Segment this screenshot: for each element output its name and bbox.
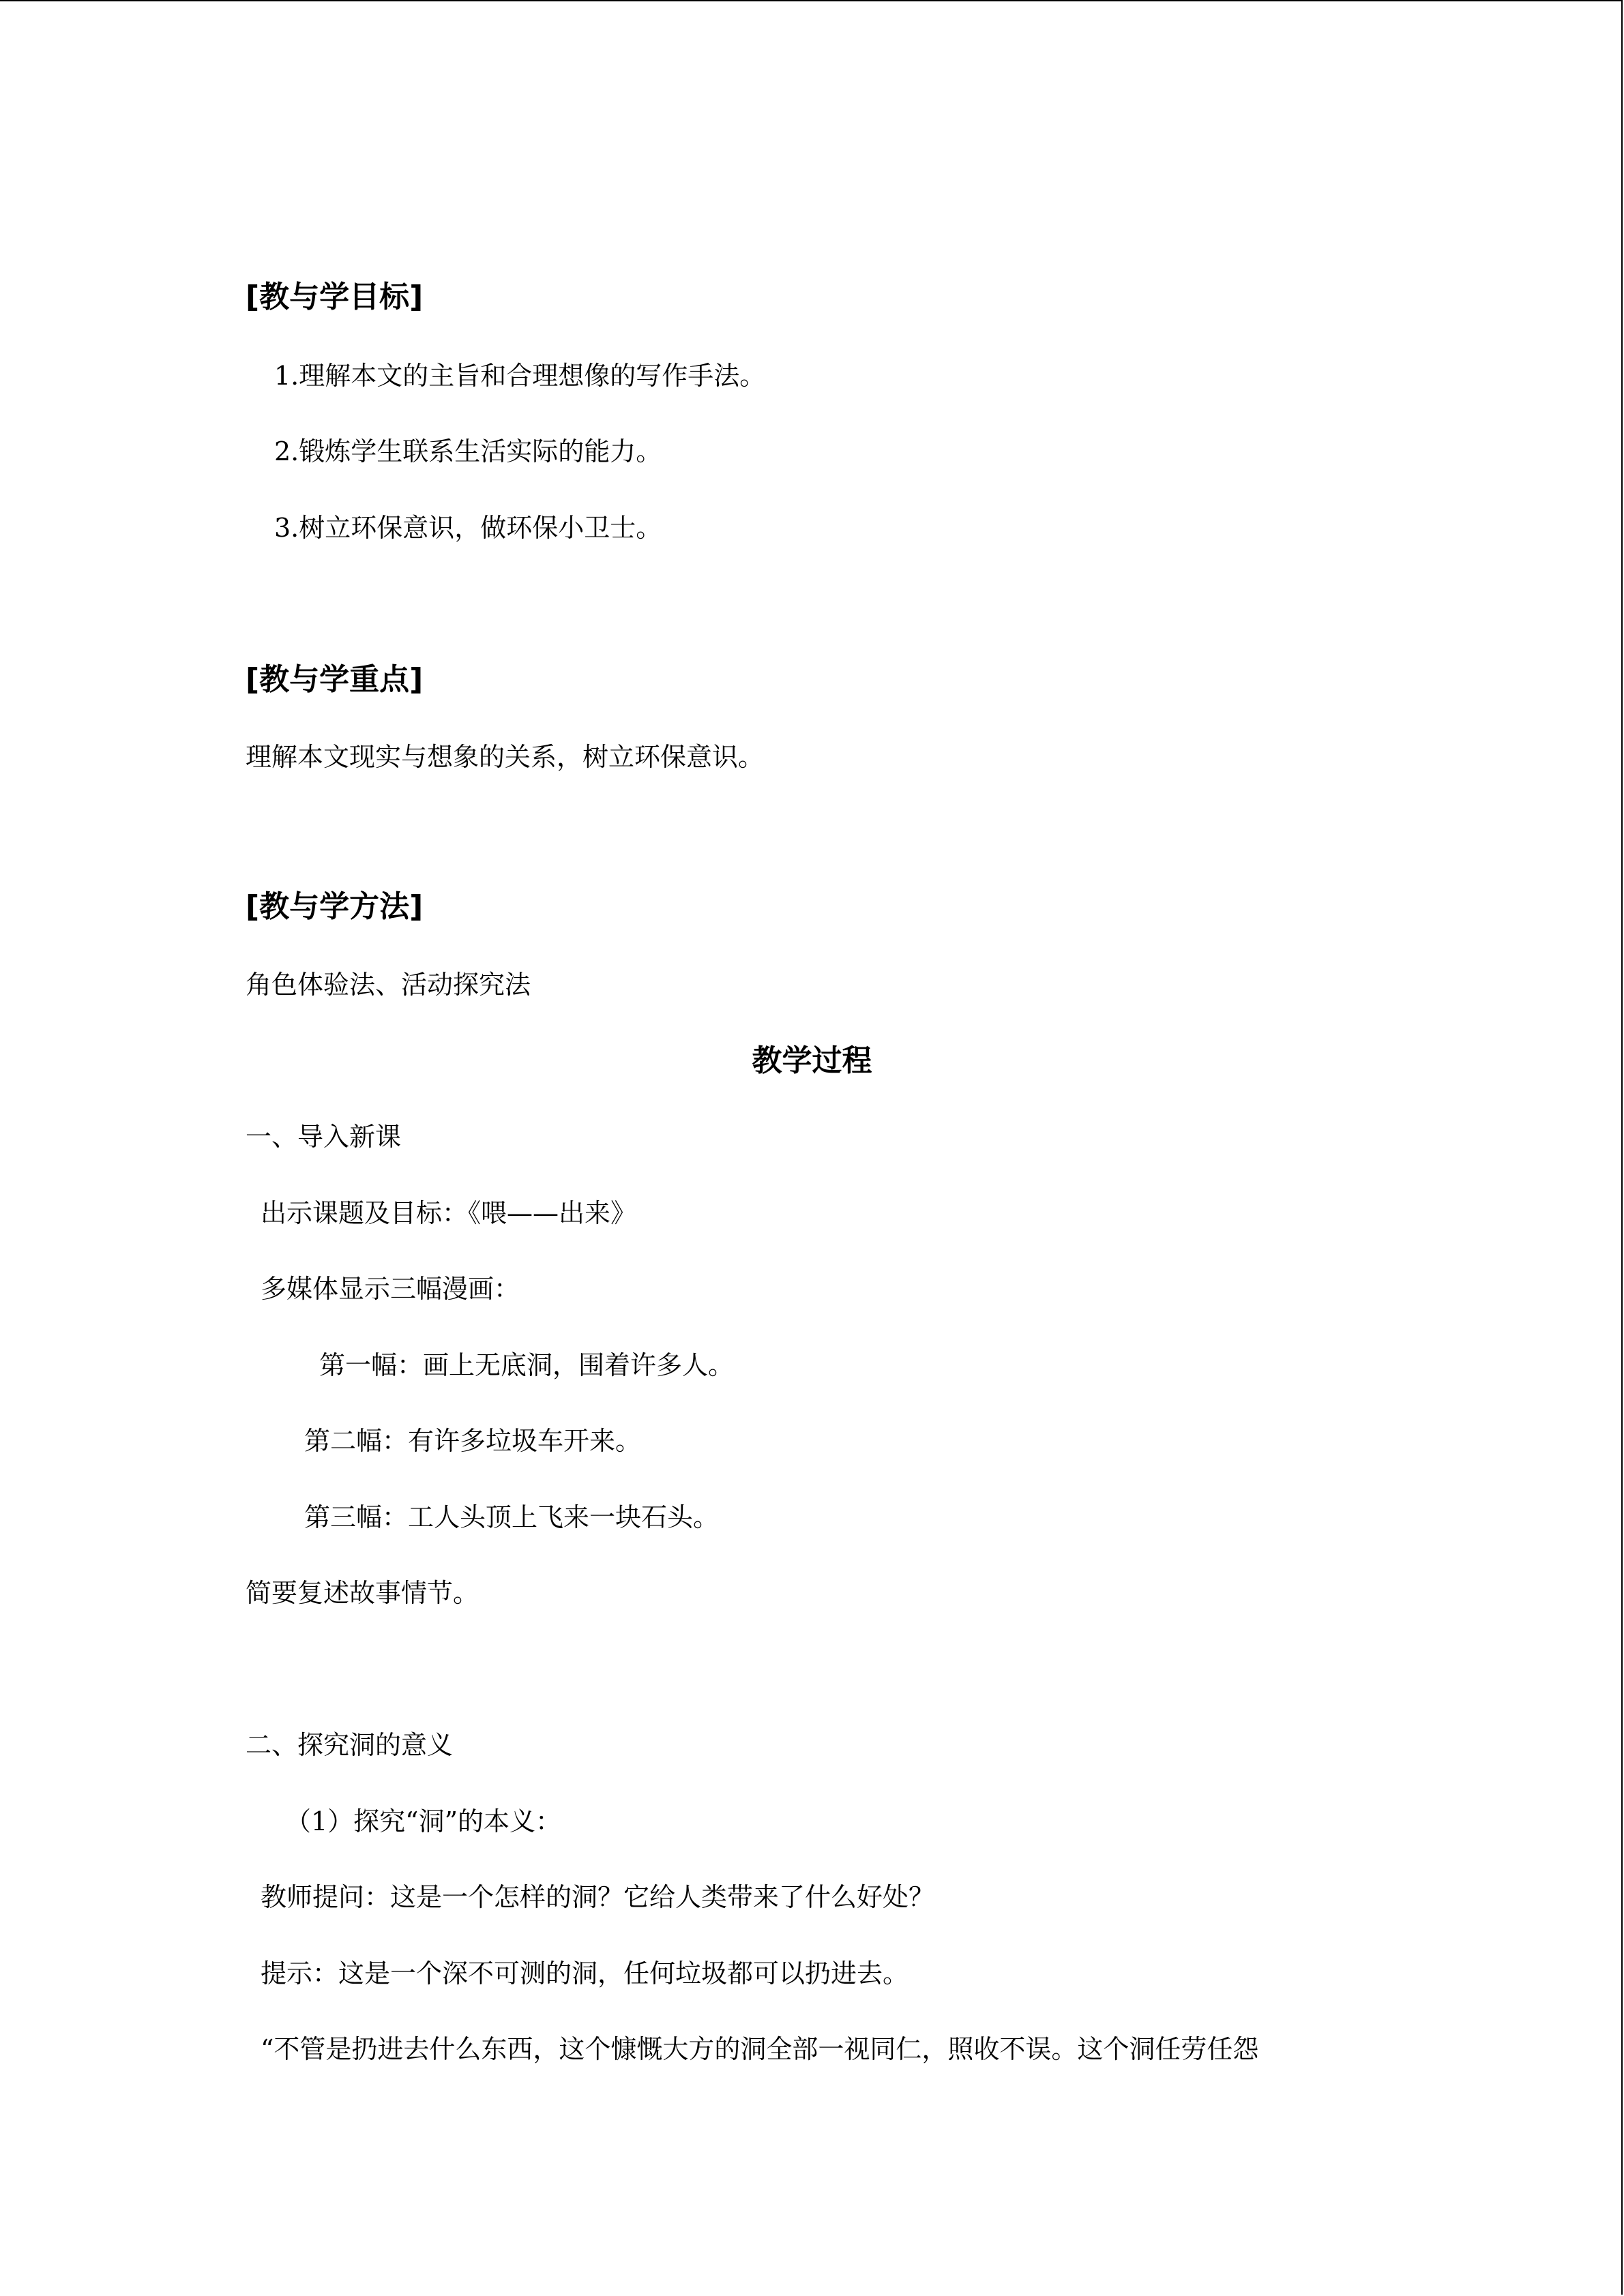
objectives-heading: [教与学目标] xyxy=(246,280,424,314)
section2-line-4: “不管是扔进去什么东西，这个慷慨大方的洞全部一视同仁，照收不误。这个洞任劳任怨 xyxy=(261,2034,1259,2064)
section1-line-3: 第一幅：画上无底洞，围着许多人。 xyxy=(319,1350,735,1380)
section2-line-2: 教师提问：这是一个怎样的洞？它给人类带来了什么好处？ xyxy=(261,1882,935,1912)
section1-line-2: 多媒体显示三幅漫画： xyxy=(261,1274,520,1304)
section2-line-1: （1）探究“洞”的本义： xyxy=(285,1806,562,1836)
section1-line-5: 第三幅：工人头顶上飞来一块石头。 xyxy=(304,1502,720,1532)
process-title: 教学过程 xyxy=(752,1043,872,1078)
section1-line-6: 简要复述故事情节。 xyxy=(246,1578,479,1608)
objective-item-3: 3.树立环保意识，做环保小卫士。 xyxy=(274,513,662,543)
methods-heading: [教与学方法] xyxy=(246,889,424,924)
section1-line-1: 出示课题及目标：《喂——出来》 xyxy=(261,1198,637,1228)
section1-heading: 一、导入新课 xyxy=(246,1122,402,1152)
section1-line-4: 第二幅：有许多垃圾车开来。 xyxy=(304,1426,642,1456)
key-points-text: 理解本文现实与想象的关系，树立环保意识。 xyxy=(246,742,765,772)
section2-line-3: 提示：这是一个深不可测的洞，任何垃圾都可以扔进去。 xyxy=(261,1958,909,1988)
methods-text: 角色体验法、活动探究法 xyxy=(246,970,531,1000)
section2-heading: 二、探究洞的意义 xyxy=(246,1730,454,1760)
key-points-heading: [教与学重点] xyxy=(246,662,424,697)
objective-item-1: 1.理解本文的主旨和合理想像的写作手法。 xyxy=(274,361,766,391)
objective-item-2: 2.锻炼学生联系生活实际的能力。 xyxy=(274,436,662,466)
